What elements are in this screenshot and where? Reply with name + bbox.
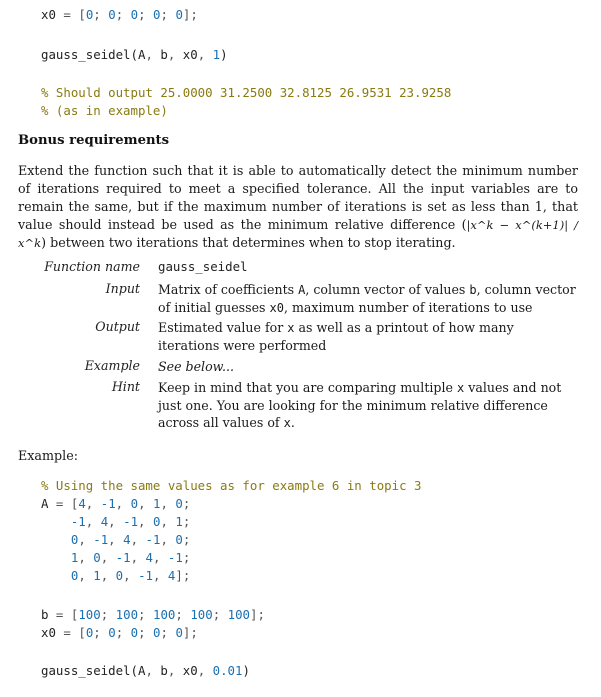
matrix-A-row-1: A = [4, -1, 0, 1, 0;: [41, 496, 191, 511]
matrix-A-row-2: -1, 4, -1, 0, 1;: [70, 514, 191, 529]
bonus-paragraph-text-end: ) between two iterations that determines when to stop iterating.: [41, 235, 456, 250]
example-heading: Example:: [18, 448, 78, 463]
example-call-line: gauss_seidel(A, b, x0, 0.01): [41, 663, 250, 678]
hint-value: Keep in mind that you are comparing multiple x values and not just one. You are looking for the minimum relative difference across all values of x.: [158, 380, 562, 430]
top-call-line: gauss_seidel(A, b, x0, 1): [41, 47, 228, 62]
function-name-value: gauss_seidel: [158, 259, 248, 274]
bonus-heading: Bonus requirements: [18, 133, 170, 148]
bonus-paragraph: [18, 162, 578, 252]
top-x0-line: x0 = [0; 0; 0; 0; 0];: [41, 7, 198, 22]
vector-b-line: b = [100; 100; 100; 100; 100];: [41, 607, 265, 622]
example-x0-line: x0 = [0; 0; 0; 0; 0];: [41, 625, 198, 640]
expected-output-comment: % Should output 25.0000 31.2500 32.8125 26.9531 23.9258: [41, 85, 452, 100]
example-comment: % Using the same values as for example 6 in topic 3: [41, 478, 422, 493]
input-value: Matrix of coefficients A, column vector of values b, column vector of initial guesses x0, maximum number of iterations to use: [158, 282, 576, 315]
function-name-label: Function name: [44, 259, 140, 274]
relative-difference-formula: |x^k − x^(k+1)| / x^k: [18, 218, 578, 250]
bonus-paragraph-text: Extend the function such that it is able to automatically detect the minimum number of iterations required to meet a specified tolerance. All the input variables are to remain the same, but if the maximum number of iterations is set as less than 1, that value should instead be used as the minimum relative difference (: [18, 163, 578, 232]
hint-label: Hint: [111, 379, 140, 394]
matrix-A-row-4: 1, 0, -1, 4, -1;: [70, 550, 191, 565]
matrix-A-row-3: 0, -1, 4, -1, 0;: [70, 532, 191, 547]
example-value: See below...: [158, 359, 234, 374]
as-in-example-comment: % (as in example): [41, 103, 168, 118]
example-label: Example: [84, 358, 140, 373]
output-value: Estimated value for x as well as a printout of how many iterations were performed: [158, 320, 514, 353]
matrix-A-row-5: 0, 1, 0, -1, 4];: [70, 568, 191, 583]
output-label: Output: [95, 319, 140, 334]
input-label: Input: [105, 281, 140, 296]
